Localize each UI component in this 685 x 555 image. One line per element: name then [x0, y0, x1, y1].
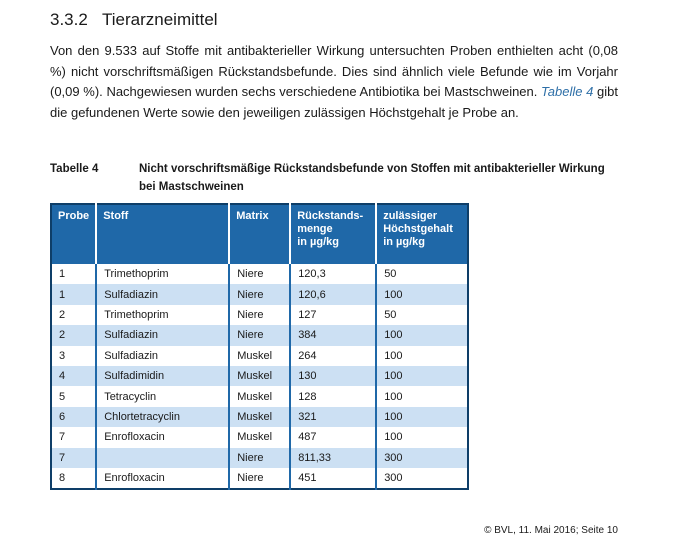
cell-menge: 130 [290, 366, 376, 386]
header-menge-line1: Rückstands- [297, 210, 364, 222]
page-footer: © BVL, 11. Mai 2016; Seite 10 [484, 525, 618, 536]
cell-hoechst: 100 [376, 386, 468, 406]
table-row [51, 386, 468, 406]
cell-probe: 1 [51, 264, 96, 284]
header-menge-line2: menge [297, 223, 333, 235]
header-hoechstgehalt [376, 204, 468, 264]
cell-stoff: Sulfadiazin [96, 284, 229, 304]
cell-probe: 2 [51, 325, 96, 345]
cell-hoechst: 100 [376, 366, 468, 386]
cell-hoechst: 100 [376, 427, 468, 447]
cell-matrix: Niere [229, 325, 290, 345]
cell-hoechst: 100 [376, 346, 468, 366]
cell-hoechst: 300 [376, 448, 468, 468]
cell-stoff: Trimethoprim [96, 305, 229, 325]
paragraph-text-1: Von den 9.533 auf Stoffe mit antibakterieller Wirkung untersuchten Proben enthielten acht (0,08 %) nicht vorschriftsmäßigen Rückstandsbefunde. Dies sind ähnlich viele Befunde wie im Vorjahr (0,09 %). Nachgewiesen wurden sechs verschiedene Antibiotika bei Mastschweinen. [50, 43, 618, 99]
cell-stoff: Sulfadiazin [96, 346, 229, 366]
cell-matrix: Niere [229, 264, 290, 284]
cell-hoechst: 100 [376, 325, 468, 345]
cell-menge: 487 [290, 427, 376, 447]
table-row [51, 427, 468, 447]
cell-stoff: Chlortetracyclin [96, 407, 229, 427]
cell-matrix: Muskel [229, 407, 290, 427]
cell-stoff: Trimethoprim [96, 264, 229, 284]
cell-matrix: Niere [229, 305, 290, 325]
header-hoechst-line1: zulässiger [383, 210, 437, 222]
table-row [51, 305, 468, 325]
section-title: Tierarzneimittel [102, 10, 218, 29]
table-caption-text: Nicht vorschriftsmäßige Rückstandsbefunde von Stoffen mit antibakterieller Wirkung bei Mastschweinen [139, 163, 605, 193]
paragraph-text-2: gibt die gefundenen Werte sowie den jeweiligen zulässigen Höchstgehalt je Probe an. [50, 84, 619, 120]
cell-matrix: Muskel [229, 386, 290, 406]
table-row [51, 468, 468, 489]
cell-probe: 3 [51, 346, 96, 366]
cell-hoechst: 100 [376, 407, 468, 427]
cell-hoechst: 300 [376, 468, 468, 489]
table-body [51, 264, 468, 489]
cell-probe: 2 [51, 305, 96, 325]
cell-menge: 321 [290, 407, 376, 427]
cell-matrix: Muskel [229, 346, 290, 366]
table-row [51, 407, 468, 427]
cell-probe: 6 [51, 407, 96, 427]
cell-stoff: Enrofloxacin [96, 427, 229, 447]
cell-probe: 7 [51, 448, 96, 468]
cell-probe: 1 [51, 284, 96, 304]
header-stoff: Stoff [96, 204, 229, 264]
header-hoechst-line3: in µg/kg [383, 236, 425, 248]
cell-menge: 451 [290, 468, 376, 489]
cell-menge: 384 [290, 325, 376, 345]
cell-hoechst: 50 [376, 264, 468, 284]
header-menge-line3: in µg/kg [297, 236, 339, 248]
table-row [51, 366, 468, 386]
table-row [51, 346, 468, 366]
cell-menge: 120,3 [290, 264, 376, 284]
table-row [51, 264, 468, 284]
header-hoechst-line2: Höchstgehalt [383, 223, 453, 235]
body-paragraph [50, 41, 618, 123]
cell-menge: 811,33 [290, 448, 376, 468]
header-menge [290, 204, 376, 264]
cell-menge: 127 [290, 305, 376, 325]
cell-probe: 7 [51, 427, 96, 447]
cell-stoff: Enrofloxacin [96, 468, 229, 489]
cell-matrix: Niere [229, 468, 290, 489]
cell-probe: 4 [51, 366, 96, 386]
table-caption-label: Tabelle 4 [50, 163, 99, 175]
cell-stoff: Sulfadiazin [96, 325, 229, 345]
cell-stoff: Tetracyclin [96, 386, 229, 406]
table-row [51, 325, 468, 345]
cell-stoff: Sulfadimidin [96, 366, 229, 386]
section-heading [50, 10, 218, 30]
header-probe: Probe [51, 204, 96, 264]
cell-probe: 5 [51, 386, 96, 406]
cell-menge: 264 [290, 346, 376, 366]
header-matrix: Matrix [229, 204, 290, 264]
cell-probe: 8 [51, 468, 96, 489]
table-header-row [51, 204, 468, 264]
cell-hoechst: 50 [376, 305, 468, 325]
cell-matrix: Muskel [229, 427, 290, 447]
table-row [51, 284, 468, 304]
cell-menge: 120,6 [290, 284, 376, 304]
cell-menge: 128 [290, 386, 376, 406]
cell-stoff [96, 448, 229, 468]
table-reference-link[interactable]: Tabelle 4 [541, 84, 594, 99]
cell-hoechst: 100 [376, 284, 468, 304]
table-row [51, 448, 468, 468]
cell-matrix: Niere [229, 284, 290, 304]
residue-table [50, 203, 469, 490]
cell-matrix: Muskel [229, 366, 290, 386]
cell-matrix: Niere [229, 448, 290, 468]
section-number: 3.3.2 [50, 10, 88, 29]
